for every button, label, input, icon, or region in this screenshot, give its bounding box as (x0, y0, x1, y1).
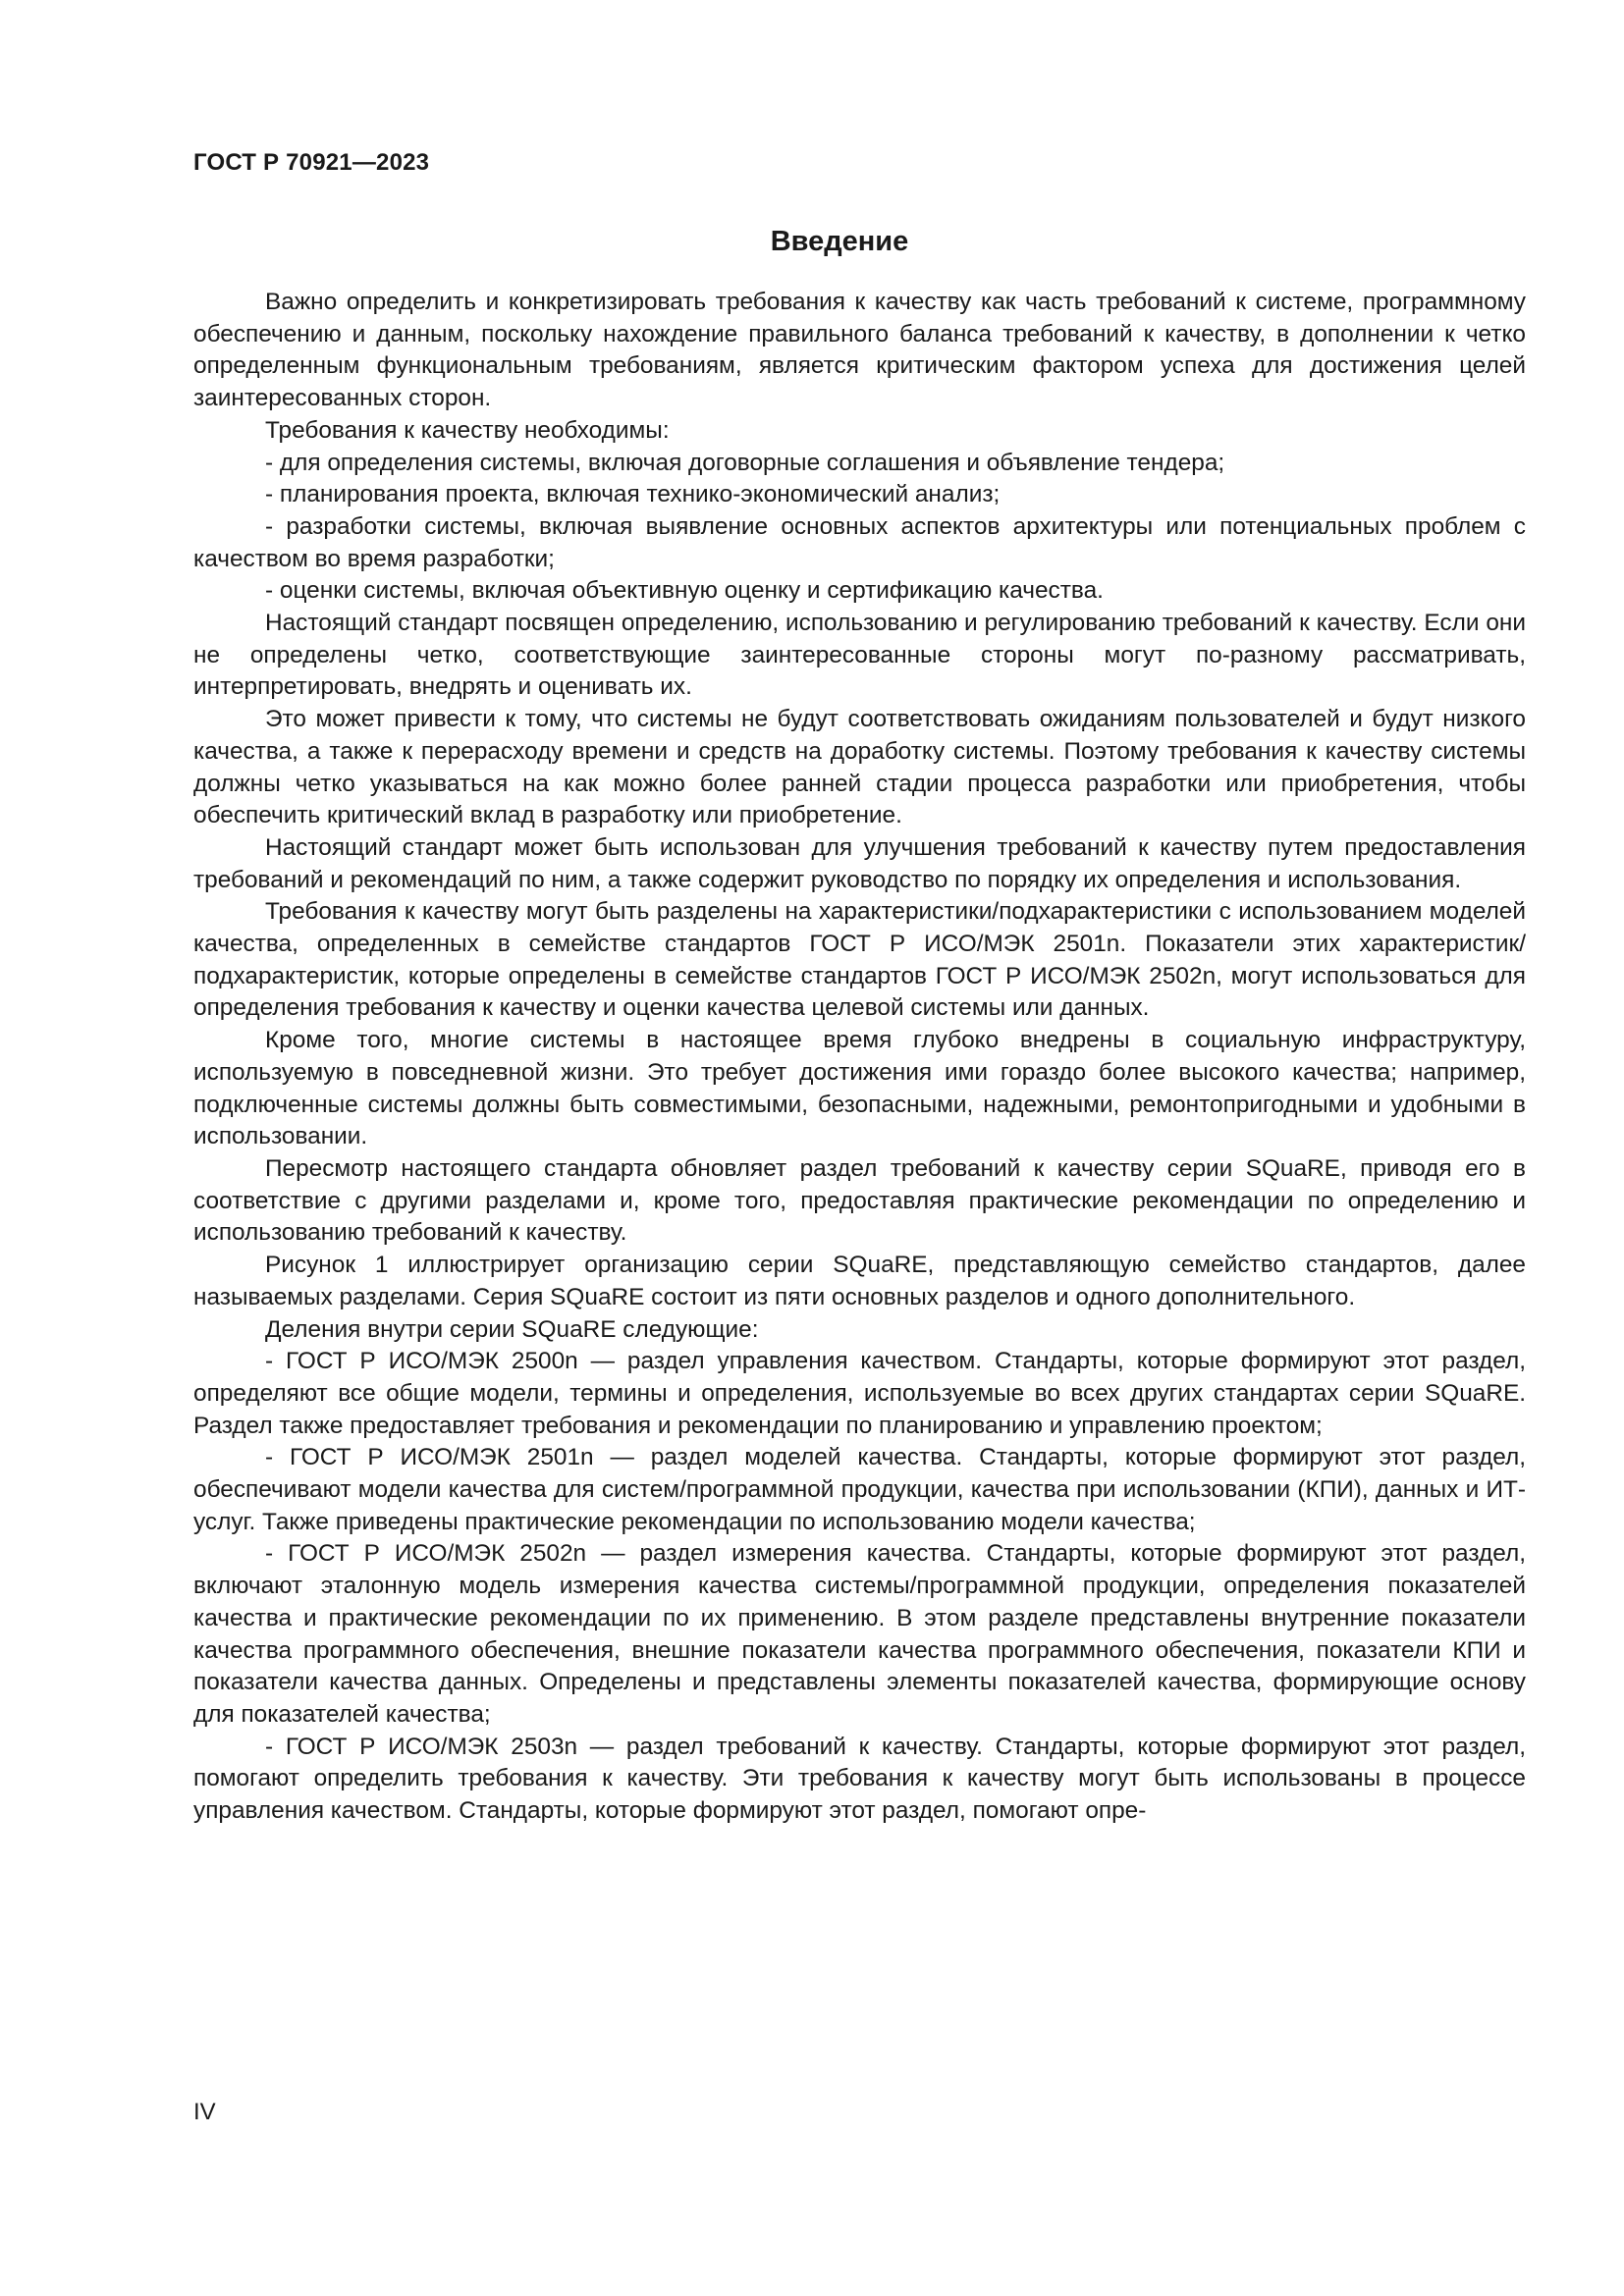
list-item: - ГОСТ Р ИСО/МЭК 2502n — раздел измерения качества. Стандарты, которые формируют этот раздел, включают эталонную модель измерения качества системы/программной продукции, определения показателей качества и практические рекомендации по их применению. В этом разделе представлены внутренние показатели качества программного обеспечения, внешние показатели качества программного обеспечения, показатели КПИ и показатели качества данных. Определены и представлены элементы показателей качества, формирующие основу для показателей качества; (193, 1540, 1526, 1728)
paragraph: Кроме того, многие системы в настоящее время глубоко внедрены в социальную инфраструктуру, используемую в повседневной жизни. Это требует достижения ими гораздо более высокого качества; например, подключенные системы должны быть совместимыми, безопасными, надежными, ремонтопригодными и удобными в использовании. (193, 1027, 1526, 1150)
section-title: Введение (770, 226, 909, 257)
list-item: - ГОСТ Р ИСО/МЭК 2503n — раздел требований к качеству. Стандарты, которые формируют этот раздел, помогают определить требования к качеству. Эти требования к качеству могут быть использованы в процессе управления качеством. Стандарты, которые формируют этот раздел, помогают опре- (193, 1733, 1526, 1825)
list-item: - ГОСТ Р ИСО/МЭК 2501n — раздел моделей качества. Стандарты, которые формируют этот раздел, обеспечивают модели качества для систем/программной продукции, качества при использовании (КПИ), данных и ИТ-услуг. Также приведены практические рекомендации по использованию модели качества; (193, 1444, 1526, 1535)
list-item: - ГОСТ Р ИСО/МЭК 2500n — раздел управления качеством. Стандарты, которые формируют этот раздел, определяют все общие модели, термины и определения, используемые во всех других стандартах серии SQuaRE. Раздел также предоставляет требования и рекомендации по планированию и управлению проектом; (193, 1348, 1526, 1439)
paragraph: Деления внутри серии SQuaRE следующие: (265, 1315, 759, 1343)
paragraph: Важно определить и конкретизировать требования к качеству как часть требований к системе, программному обеспечению и данным, поскольку нахождение правильного баланса требований к качеству, в дополнении к четко определенным функциональным требованиям, является критическим фактором успеха для достижения целей заинтересованных сторон. (193, 289, 1526, 412)
list-item: - для определения системы, включая договорные соглашения и объявление тендера; (265, 449, 1225, 476)
list-item: - планирования проекта, включая технико-экономический анализ; (265, 481, 1001, 508)
paragraph: Требования к качеству могут быть разделены на характеристики/подхарактеристики с использованием моделей качества, определенных в семействе стандартов ГОСТ Р ИСО/МЭК 2501n. Показатели этих характеристик/подхарактеристик, которые определены в семействе стандартов ГОСТ Р ИСО/МЭК 2502n, могут использоваться для определения требования к качеству и оценки качества целевой системы или данных. (193, 898, 1526, 1022)
paragraph: Требования к качеству необходимы: (265, 416, 670, 444)
paragraph: Это может привести к тому, что системы не будут соответствовать ожиданиям пользователей и будут низкого качества, а также к перерасходу времени и средств на доработку системы. Поэтому требования к качеству системы должны четко указываться на как можно более ранней стадии процесса разработки или приобретения, чтобы обеспечить критический вклад в разработку или приобретение. (193, 706, 1526, 829)
paragraph: Пересмотр настоящего стандарта обновляет раздел требований к качеству серии SQuaRE, приводя его в соответствие с другими разделами и, кроме того, предоставляя практические рекомендации по определению и использованию требований к качеству. (193, 1154, 1526, 1247)
list-item: - оценки системы, включая объективную оценку и сертификацию качества. (265, 577, 1104, 605)
list-item: - разработки системы, включая выявление основных аспектов архитектуры или потенциальных проблем с качеством во время разработки; (193, 512, 1526, 572)
document-header: ГОСТ Р 70921—2023 (193, 149, 430, 176)
paragraph: Настоящий стандарт посвящен определению, использованию и регулированию требований к качеству. Если они не определены четко, соответствующие заинтересованные стороны могут по-разному рассматривать, интерпретировать, внедрять и оценивать их. (193, 610, 1526, 701)
body-text (193, 287, 1526, 1828)
paragraph: Настоящий стандарт может быть использован для улучшения требований к качеству путем предоставления требований и рекомендаций по ним, а также содержит руководство по порядку их определения и использования. (193, 833, 1526, 893)
paragraph: Рисунок 1 иллюстрирует организацию серии SQuaRE, представляющую семейство стандартов, далее называемых разделами. Серия SQuaRE состоит из пяти основных разделов и одного дополнительного. (193, 1252, 1526, 1310)
page-number: IV (193, 2099, 216, 2125)
